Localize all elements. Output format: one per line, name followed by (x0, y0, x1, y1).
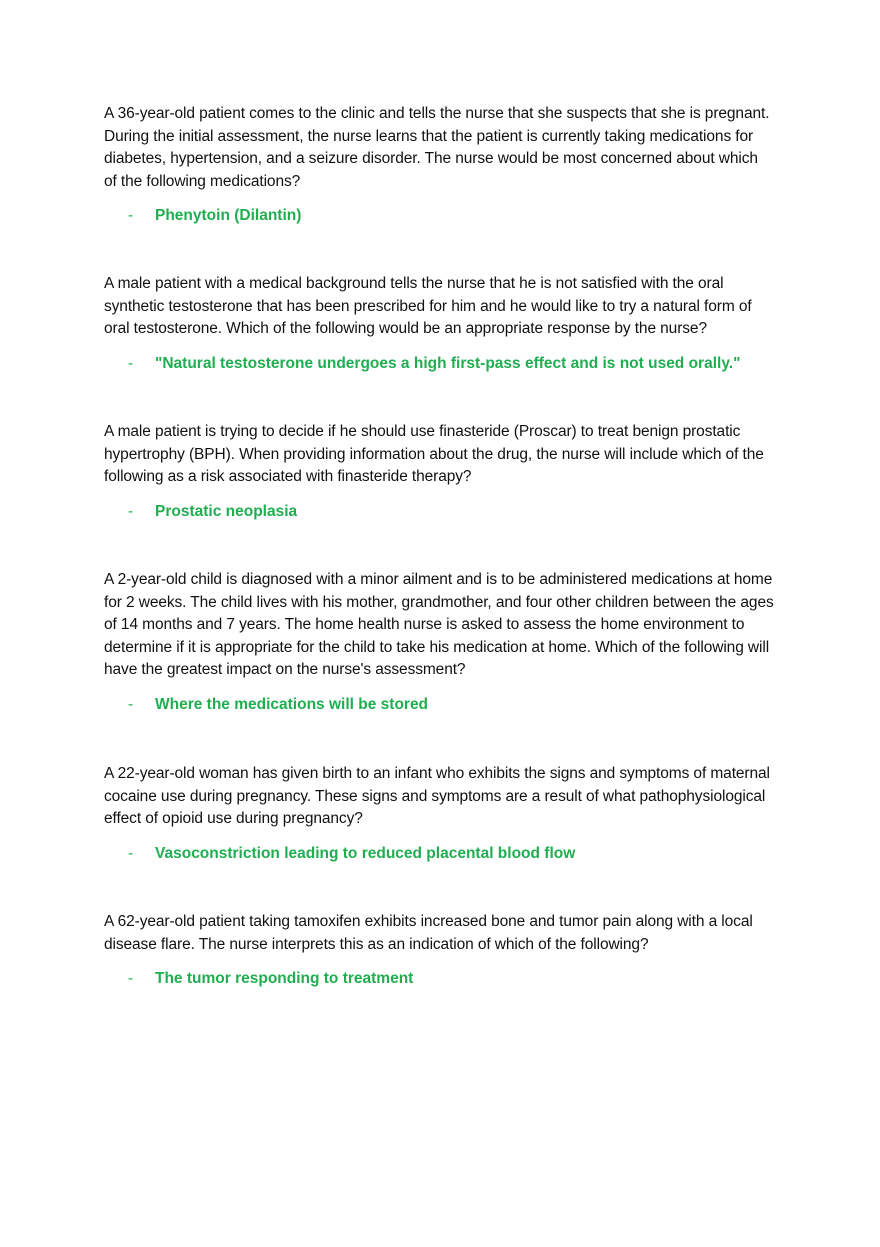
answer-line (104, 694, 774, 716)
qa-item-6 (104, 911, 774, 990)
bullet-dash: - (128, 695, 134, 713)
bullet-dash: - (128, 502, 134, 520)
answer-text: The tumor responding to treatment (155, 970, 414, 988)
qa-item-2 (104, 273, 774, 375)
bullet-dash: - (128, 844, 134, 862)
qa-item-3 (104, 421, 774, 523)
answer-text: Where the medications will be stored (155, 695, 429, 713)
bullet-dash: - (128, 354, 134, 372)
question-text: A 22-year-old woman has given birth to an infant who exhibits the signs and symptoms of maternal cocaine use during pregnancy. These signs and symptoms are a result of what pathophysiological effect of opioid use during pregnancy? (104, 765, 770, 828)
qa-item-5 (104, 763, 774, 865)
answer-line (104, 968, 774, 990)
answer-text: Prostatic neoplasia (155, 502, 298, 520)
answer-text: Vasoconstriction leading to reduced placental blood flow (155, 844, 576, 862)
question-text: A male patient with a medical background tells the nurse that he is not satisfied with the oral synthetic testosterone that has been prescribed for him and he would like to try a natural form of oral testosterone. Which of the following would be an appropriate response by the nurse? (104, 275, 752, 338)
question-text: A 2-year-old child is diagnosed with a minor ailment and is to be administered medications at home for 2 weeks. The child lives with his mother, grandmother, and four other children between the ages of 14 months and 7 years. The home health nurse is asked to assess the home environment to determine if it is appropriate for the child to take his medication at home. Which of the following will have the greatest impact on the nurse's assessment? (104, 571, 774, 679)
question-text: A 62-year-old patient taking tamoxifen exhibits increased bone and tumor pain along with a local disease flare. The nurse interprets this as an indication of which of the following? (104, 913, 753, 953)
bullet-dash: - (128, 207, 134, 225)
answer-text: Phenytoin (Dilantin) (155, 207, 302, 225)
bullet-dash: - (128, 970, 134, 988)
question-text: A 36-year-old patient comes to the clinic and tells the nurse that she suspects that she is pregnant. During the initial assessment, the nurse learns that the patient is currently taking medications for diabetes, hypertension, and a seizure disorder. The nurse would be most concerned about which of the following medications? (104, 105, 770, 190)
qa-item-1 (104, 103, 774, 227)
answer-line (104, 205, 774, 227)
answer-line (104, 843, 774, 865)
question-text: A male patient is trying to decide if he should use finasteride (Proscar) to treat benign prostatic hypertrophy (BPH). When providing information about the drug, the nurse will include which of the following as a risk associated with finasteride therapy? (104, 423, 764, 486)
answer-line (104, 353, 774, 375)
answer-text: "Natural testosterone undergoes a high first-pass effect and is not used orally." (155, 354, 741, 372)
qa-item-4 (104, 569, 774, 716)
answer-line (104, 501, 774, 523)
